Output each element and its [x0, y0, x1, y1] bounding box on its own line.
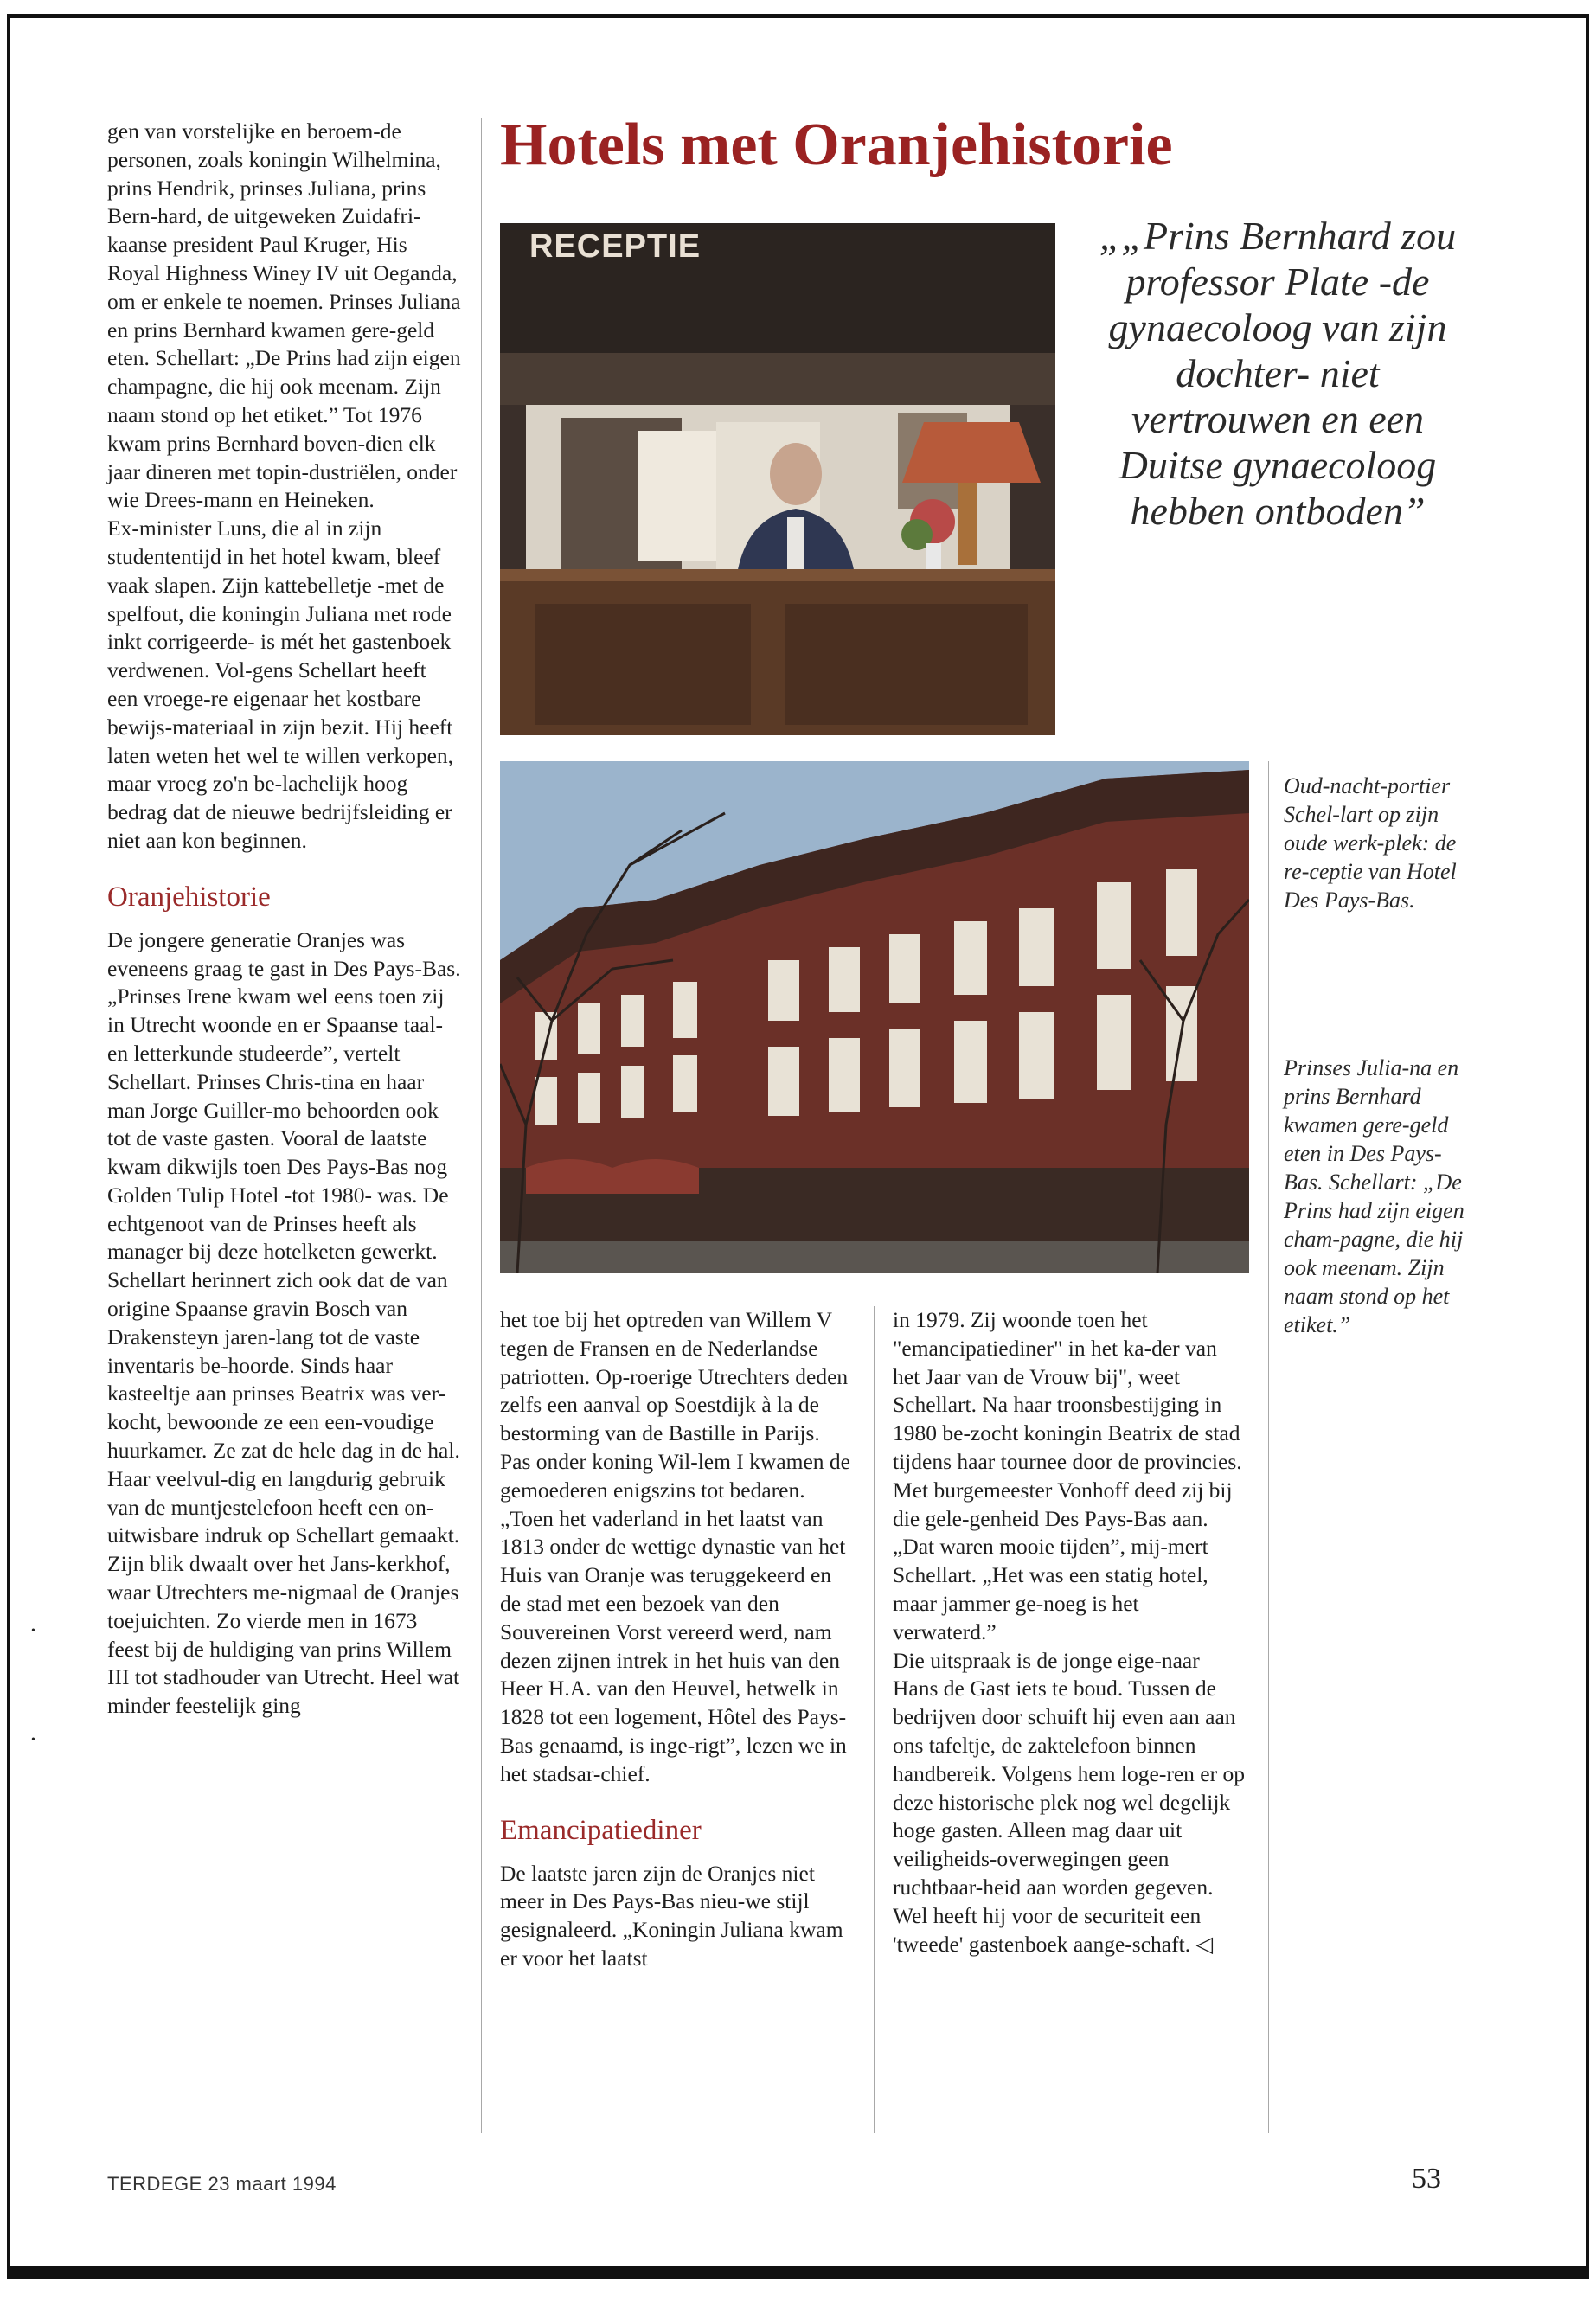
col1-paragraph-4: Schellart herinnert zich ook dat de van origine Spaanse gravin Bosch van Drakensteyn jaren-lang tot de vaste inventaris be-hoorde. Sinds haar kasteeltje aan prinses Beatrix was ver-kocht, bewoonde ze een een-voudige huurkamer. Ze zat de hele dag in de hal. Haar veelvul-dig en langdurig gebruik van de muntjestelefoon heeft een on-uitwisbare indruk op Schellart gemaakt.	[107, 1267, 460, 1548]
col1-paragraph-2: Ex-minister Luns, die al in zijn studententijd in het hotel kwam, bleef vaak slapen. Zijn kattebelletje -met de spelfout, die koningin Juliana met rode inkt corrigeerde- is mét het gastenboek verdwenen. Vol-gens Schellart heeft een vroege-re eigenaar het kostbare bewijs-materiaal in zijn bezit. Hij heeft laten weten het wel te willen verkopen, maar vroeg zo'n be-lachelijk hoog bedrag dat de nieuwe bedrijfsleiding er niet aan kon beginnen.	[107, 516, 454, 853]
caption-reception-photo: Oud-nacht-portier Schel-lart op zijn oude werk-plek: de re-ceptie van Hotel Des Pays-Bas.	[1284, 773, 1457, 913]
subhead-emancipatiediner: Emancipatiediner	[500, 1814, 702, 1846]
reception-photo	[500, 223, 1055, 735]
page-number: 53	[1412, 2163, 1441, 2195]
col2-paragraph-2: „Toen het vaderland in het laatst van 1813 onder de wettige dynastie van het Huis van Oranje was teruggekeerd en de stad met een bezoek van den Souvereinen Vorst vereerd werd, nam dezen zijnen intrek in het huis van den Heer H.A. van den Heuvel, hetwelk in 1828 tot een logement, Hôtel des Pays-Bas genaamd, is inge-rigt”, lezen we in het stadsar-chief.	[500, 1505, 847, 1786]
column-rule-1	[481, 118, 482, 2133]
footer-publication: TERDEGE 23 maart 1994	[107, 2173, 337, 2195]
col2-paragraph-3: De laatste jaren zijn de Oranjes niet meer in Des Pays-Bas nieu-we stijl gesignaleerd. „Koningin Juliana kwam er voor het laatst	[500, 1860, 843, 1971]
column-1	[107, 118, 462, 1721]
margin-dot: •	[31, 1625, 35, 1638]
col1-paragraph-1: gen van vorstelijke en beroem-de personen, zoals koningin Wilhelmina, prins Hendrik, prinses Juliana, prins Bern-hard, de uitgeweken Zuidafri-kaanse president Paul Kruger, His Royal Highness Winey IV uit Oeganda, om er enkele te noemen. Prinses Juliana en prins Bernhard kwamen gere-geld eten. Schellart: „De Prins had zijn eigen champagne, die hij ook meenam. Zijn naam stond op het etiket.” Tot 1976 kwam prins Bernhard boven-dien elk jaar dineren met topin-dustriëlen, onder wie Drees-mann en Heineken.	[107, 119, 461, 513]
col2-paragraph-1: het toe bij het optreden van Willem V tegen de Fransen en de Nederlandse patriotten. Op-roerige Utrechters deden zelfs een aanval op Soestdijk à la de bestorming van de Bastille in Parijs. Pas onder koning Wil-lem I kwamen de gemoederen enigszins tot bedaren.	[500, 1307, 850, 1503]
subhead-oranjehistorie: Oranjehistorie	[107, 881, 271, 913]
receptie-sign: RECEPTIE	[529, 228, 702, 265]
col1-paragraph-5: Zijn blik dwaalt over het Jans-kerkhof, waar Utrechters me-nigmaal de Oranjes toejuichten. Zo vierde men in 1673 feest bij de huldiging van prins Willem III tot stadhouder van Utrecht. Heel wat minder feestelijk ging	[107, 1551, 460, 1719]
column-rule-2	[874, 1306, 875, 2133]
hotel-facade-photo	[500, 761, 1249, 1273]
pull-quote: „„Prins Bernhard zou professor Plate -de gynaecoloog van zijn dochter- niet vertrouwen en een Duitse gynaecoloog hebben ontboden”	[1099, 214, 1457, 533]
col3-paragraph-1: in 1979. Zij woonde toen het "emancipatiediner" in het ka-der van het Jaar van de Vrouw bij", weet Schellart. Na haar troonsbestijging in 1980 be-zocht koningin Beatrix de stad tijdens haar tournee door de provincies. Met burgemeester Vonhoff deed zij bij die gele-genheid Des Pays-Bas aan.	[893, 1307, 1242, 1531]
col3-paragraph-3: Die uitspraak is de jonge eige-naar Hans de Gast iets te boud. Tussen de bedrijven door schuift hij even aan aan ons tafeltje, de zaktelefoon binnen handbereik. Volgens hem loge-ren er op deze historische plek nog wel degelijk hoge gasten. Alleen mag daar uit veiligheids-overwegingen geen ruchtbaar-heid aan worden gegeven. Wel heeft hij voor de securiteit een 'tweede' gastenboek aange-schaft. ◁	[893, 1647, 1245, 1957]
article-title: Hotels met Oranjehistorie	[500, 112, 1173, 178]
col1-paragraph-3: De jongere generatie Oranjes was eveneens graag te gast in Des Pays-Bas. „Prinses Irene kwam wel eens toen zij in Utrecht woonde en er Spaanse taal- en letterkunde studeerde”, vertelt Schellart. Prinses Chris-tina en haar man Jorge Guiller-mo behoorden ook tot de vaste gasten. Vooral de laatste kwam dikwijls toen Des Pays-Bas nog Golden Tulip Hotel -tot 1980- was. De echtgenoot van de Prinses heeft als manager bij deze hotelketen gewerkt.	[107, 926, 461, 1265]
column-2	[500, 1306, 855, 1973]
col3-paragraph-2: „Dat waren mooie tijden”, mij-mert Schellart. „Het was een statig hotel, maar jammer ge-noeg is het verwaterd.”	[893, 1534, 1208, 1644]
caption-prinses-juliana: Prinses Julia-na en prins Bernhard kwamen gere-geld eten in Des Pays-Bas. Schellart: „De Prins had zijn eigen cham-pagne, die hij ook meenam. Zijn naam stond op het etiket.”	[1284, 1055, 1465, 1337]
column-rule-3	[1268, 761, 1269, 2133]
column-3	[893, 1306, 1247, 1958]
margin-dot: •	[31, 1734, 35, 1747]
